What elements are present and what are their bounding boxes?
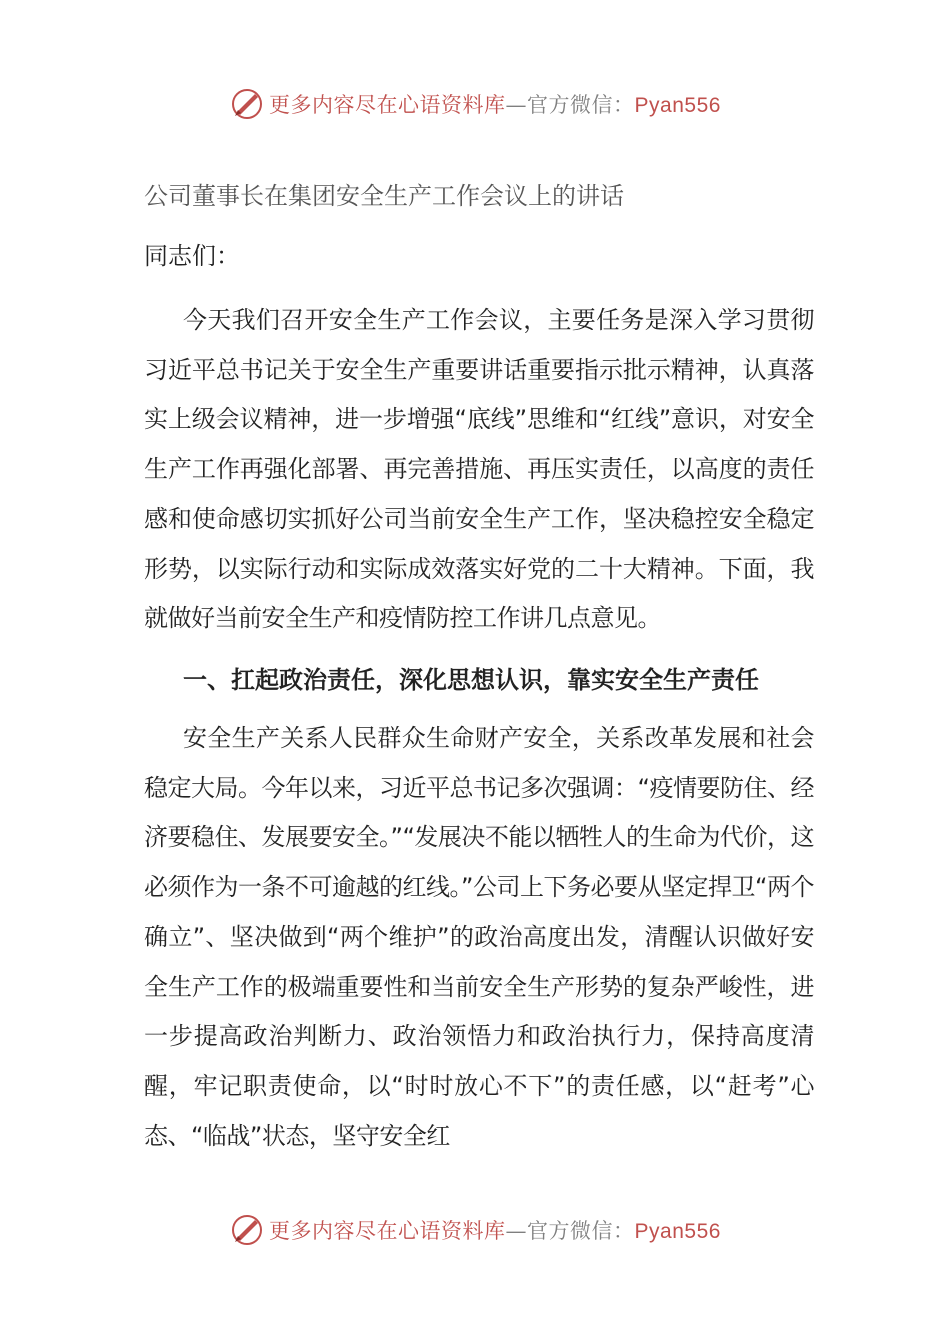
banner-main-text: 更多内容尽在心语资料库 xyxy=(269,93,506,117)
banner-text xyxy=(269,1215,721,1245)
document-title: 公司董事长在集团安全生产工作会议上的讲话 xyxy=(144,182,624,210)
section-heading-1: 一、扛起政治责任，深化思想认识，靠实安全生产责任 xyxy=(183,666,759,694)
footer-watermark-banner xyxy=(0,1210,950,1250)
header-watermark-banner xyxy=(0,84,950,124)
salutation: 同志们： xyxy=(144,242,240,270)
banner-separator-text: —官方微信： xyxy=(505,1219,635,1243)
banner-wechat-id: Pyan556 xyxy=(634,94,721,117)
pen-logo-icon xyxy=(229,1212,265,1248)
paragraph-intro: 今天我们召开安全生产工作会议，主要任务是深入学习贯彻习近平总书记关于安全生产重要讲话重要指示批示精神，认真落实上级会议精神，进一步增强“底线”思维和“红线”意识，对安全生产工作再强化部署、再完善措施、再压实责任，以高度的责任感和使命感切实抓好公司当前安全生产工作，坚决稳控安全稳定形势，以实际行动和实际成效落实好党的二十大精神。下面，我就做好当前安全生产和疫情防控工作讲几点意见。 xyxy=(144,306,814,633)
banner-main-text: 更多内容尽在心语资料库 xyxy=(269,1219,506,1243)
banner-text xyxy=(269,89,721,119)
pen-logo-icon xyxy=(229,86,265,122)
paragraph-section-1: 安全生产关系人民群众生命财产安全，关系改革发展和社会稳定大局。今年以来，习近平总书记多次强调：“疫情要防住、经济要稳住、发展要安全。”“发展决不能以牺牲人的生命为代价，这必须作为一条不可逾越的红线。”公司上下务必要从坚定捍卫“两个确立”、坚决做到“两个维护”的政治高度出发，清醒认识做好安全生产工作的极端重要性和当前安全生产形势的复杂严峻性，进一步提高政治判断力、政治领悟力和政治执行力，保持高度清醒，牢记职责使命，以“时时放心不下”的责任感，以“赶考”心态、“临战”状态，坚守安全红 xyxy=(144,724,814,1150)
banner-separator-text: —官方微信： xyxy=(505,93,635,117)
banner-wechat-id: Pyan556 xyxy=(634,1220,721,1243)
